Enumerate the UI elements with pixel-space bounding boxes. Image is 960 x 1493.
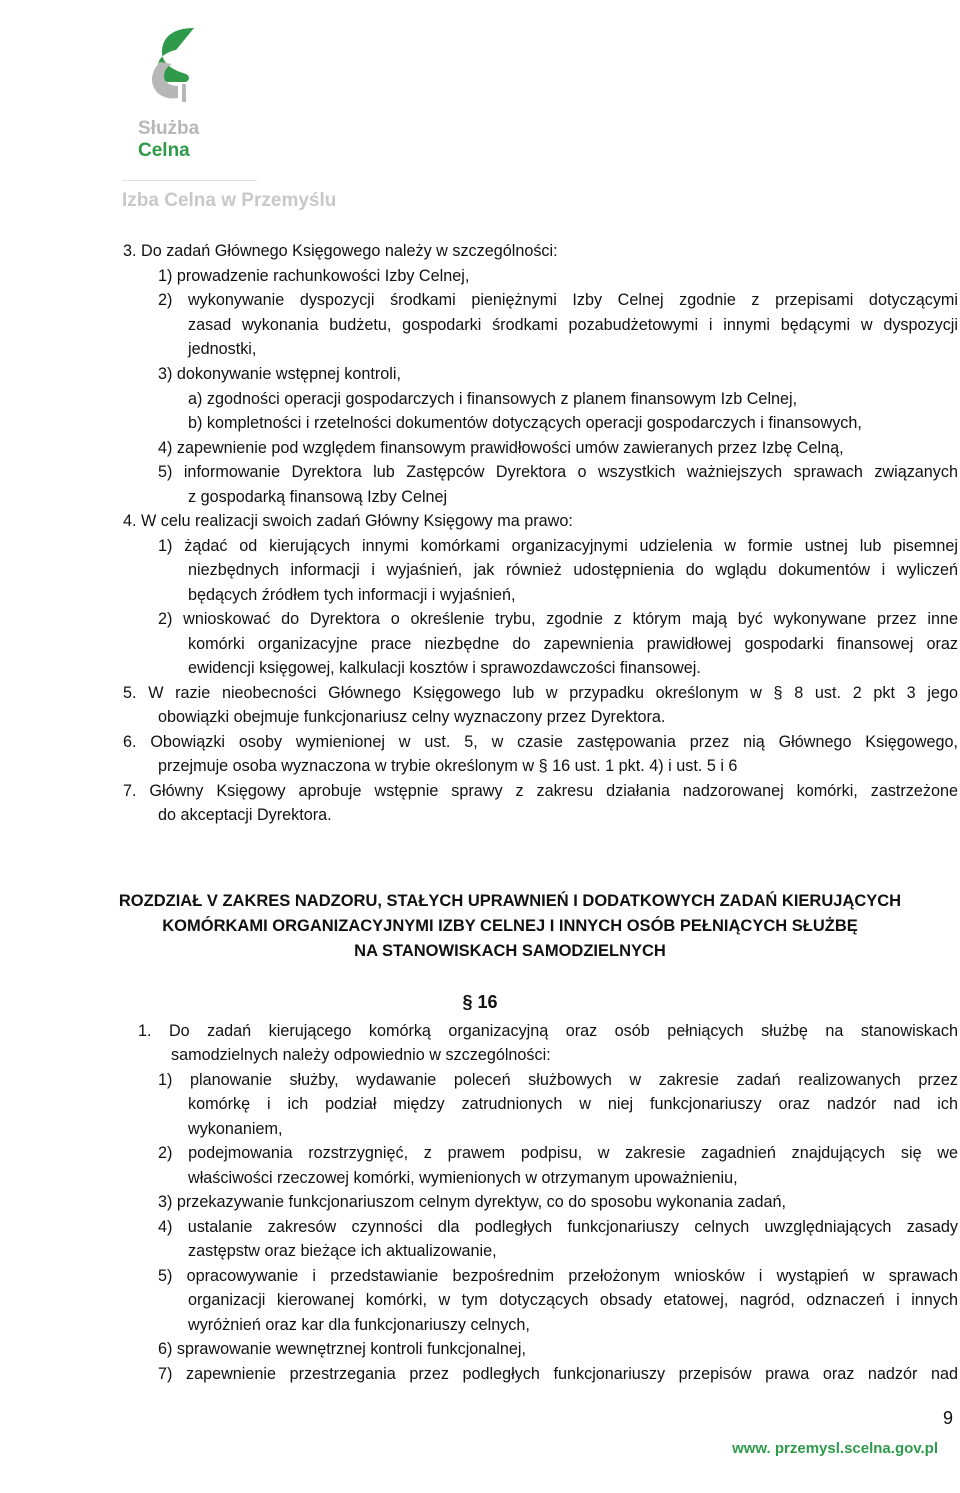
text-line: niezbędnych informacji i wyjaśnień, jak również udostępnienia do wglądu dokumentów i wyliczeń bbox=[188, 561, 958, 579]
logo-line-2: Celna bbox=[138, 140, 190, 161]
text-line: 4) ustalanie zakresów czynności dla podległych funkcjonariuszy celnych uwzględniających zasady bbox=[158, 1218, 958, 1236]
text-line: 2) wykonywanie dyspozycji środkami pieniężnymi Izby Celnej zgodnie z przepisami dotyczącymi bbox=[158, 291, 958, 309]
text-line: 7) zapewnienie przestrzegania przez podległych funkcjonariuszy przepisów prawa oraz nadzór nad bbox=[158, 1365, 958, 1383]
text-line: a) zgodności operacji gospodarczych i finansowych z planem finansowym Izb Celnej, bbox=[188, 390, 798, 408]
text-line: komórkę i ich podział między zatrudnionych w niej funkcjonariuszy oraz nadzór nad ich bbox=[188, 1095, 958, 1113]
footer-url[interactable]: www. przemysl.scelna.gov.pl bbox=[732, 1440, 938, 1457]
text-line: 3. Do zadań Głównego Księgowego należy w szczególności: bbox=[123, 242, 558, 260]
text-line: 2) wnioskować do Dyrektora o określenie trybu, zgodnie z którym mają być wykonywane przez inne bbox=[158, 610, 958, 628]
text-line: ewidencji księgowej, kalkulacji kosztów i sprawozdawczości finansowej. bbox=[188, 659, 701, 677]
text-line: 4. W celu realizacji swoich zadań Główny Księgowy ma prawo: bbox=[123, 512, 573, 530]
text-line: 4) zapewnienie pod względem finansowym prawidłowości umów zawieranych przez Izbę Celną, bbox=[158, 439, 844, 457]
text-line: obowiązki obejmuje funkcjonariusz celny wyznaczony przez Dyrektora. bbox=[158, 708, 666, 726]
text-line: 1. Do zadań kierującego komórką organizacyjną oraz osób pełniących służbę na stanowiskach bbox=[138, 1022, 958, 1040]
text-line: 5) opracowywanie i przedstawianie bezpośrednim przełożonym wniosków i wystąpień w sprawach bbox=[158, 1267, 958, 1285]
text-line: zasad wykonania budżetu, gospodarki środkami pozabudżetowymi i innymi będącymi w dyspozycji bbox=[188, 316, 958, 334]
text-line: 3) dokonywanie wstępnej kontroli, bbox=[158, 365, 401, 383]
text-line: jednostki, bbox=[188, 340, 257, 358]
text-line: 2) podejmowania rozstrzygnięć, z prawem podpisu, w zakresie zagadnień znajdujących się we bbox=[158, 1144, 958, 1162]
text-line: właściwości rzeczowej komórki, wymienionych w otrzymanym upoważnieniu, bbox=[188, 1169, 738, 1187]
text-line: samodzielnych należy odpowiednio w szczególności: bbox=[171, 1046, 551, 1064]
logo-text bbox=[138, 118, 199, 162]
text-line: do akceptacji Dyrektora. bbox=[158, 806, 332, 824]
text-line: będących źródłem tych informacji i wyjaśnień, bbox=[188, 586, 516, 604]
text-line: 7. Główny Księgowy aprobuje wstępnie sprawy z zakresu działania nadzorowanej komórki, zastrzeżone bbox=[123, 782, 958, 800]
text-line: wyróżnień oraz kar dla funkcjonariuszy celnych, bbox=[188, 1316, 530, 1334]
chapter-heading-line-3: NA STANOWISKACH SAMODZIELNYCH bbox=[354, 942, 666, 960]
text-line: 5. W razie nieobecności Głównego Księgowego lub w przypadku określonym w § 8 ust. 2 pkt 3 jego bbox=[123, 684, 958, 702]
chapter-heading-line-2: KOMÓRKAMI ORGANIZACYJNYMI IZBY CELNEJ I INNYCH OSÓB PEŁNIĄCYCH SŁUŻBĘ bbox=[162, 917, 858, 935]
text-line: przejmuje osoba wyznaczona w trybie określonym w § 16 ust. 1 pkt. 4) i ust. 5 i 6 bbox=[158, 757, 738, 775]
office-name: Izba Celna w Przemyślu bbox=[122, 190, 337, 211]
text-line: 3) przekazywanie funkcjonariuszom celnym dyrektyw, co do sposobu wykonania zadań, bbox=[158, 1193, 787, 1211]
text-line: b) kompletności i rzetelności dokumentów dotyczących operacji gospodarczych i finansowych, bbox=[188, 414, 862, 432]
text-line: z gospodarką finansową Izby Celnej bbox=[188, 488, 448, 506]
paragraph-mark: § 16 bbox=[462, 992, 498, 1012]
text-line: organizacji kierowanej komórki, w tym dotyczących obsady etatowej, nagród, odznaczeń i innych bbox=[188, 1291, 958, 1309]
text-line: wykonaniem, bbox=[188, 1120, 283, 1138]
text-line: 1) planowanie służby, wydawanie poleceń służbowych w zakresie zadań realizowanych przez bbox=[158, 1071, 958, 1089]
text-line: 5) informowanie Dyrektora lub Zastępców Dyrektora o wszystkich ważniejszych sprawach związanych bbox=[158, 463, 958, 481]
text-line: zastępstw oraz bieżące ich aktualizowanie, bbox=[188, 1242, 497, 1260]
text-line: 1) prowadzenie rachunkowości Izby Celnej, bbox=[158, 267, 470, 285]
chapter-heading-line-1: ROZDZIAŁ V ZAKRES NADZORU, STAŁYCH UPRAWNIEŃ I DODATKOWYCH ZADAŃ KIERUJĄCYCH bbox=[118, 892, 902, 910]
text-line: 1) żądać od kierujących innymi komórkami organizacyjnymi udzielenia w formie ustnej lub pisemnej bbox=[158, 537, 958, 555]
text-line: 6. Obowiązki osoby wymienionej w ust. 5, w czasie zastępowania przez nią Głównego Księgowego, bbox=[123, 733, 958, 751]
text-line: 6) sprawowanie wewnętrznej kontroli funkcjonalnej, bbox=[158, 1340, 527, 1358]
chapter-heading bbox=[60, 889, 960, 964]
header-divider bbox=[122, 180, 257, 181]
sluzba-celna-logo-icon bbox=[132, 22, 222, 112]
page-number: 9 bbox=[942, 1408, 953, 1428]
text-line: komórki organizacyjne prace niezbędne do zapewnienia prawidłowej gospodarki finansowej oraz bbox=[188, 635, 958, 653]
logo-line-1: Służba bbox=[138, 118, 200, 139]
